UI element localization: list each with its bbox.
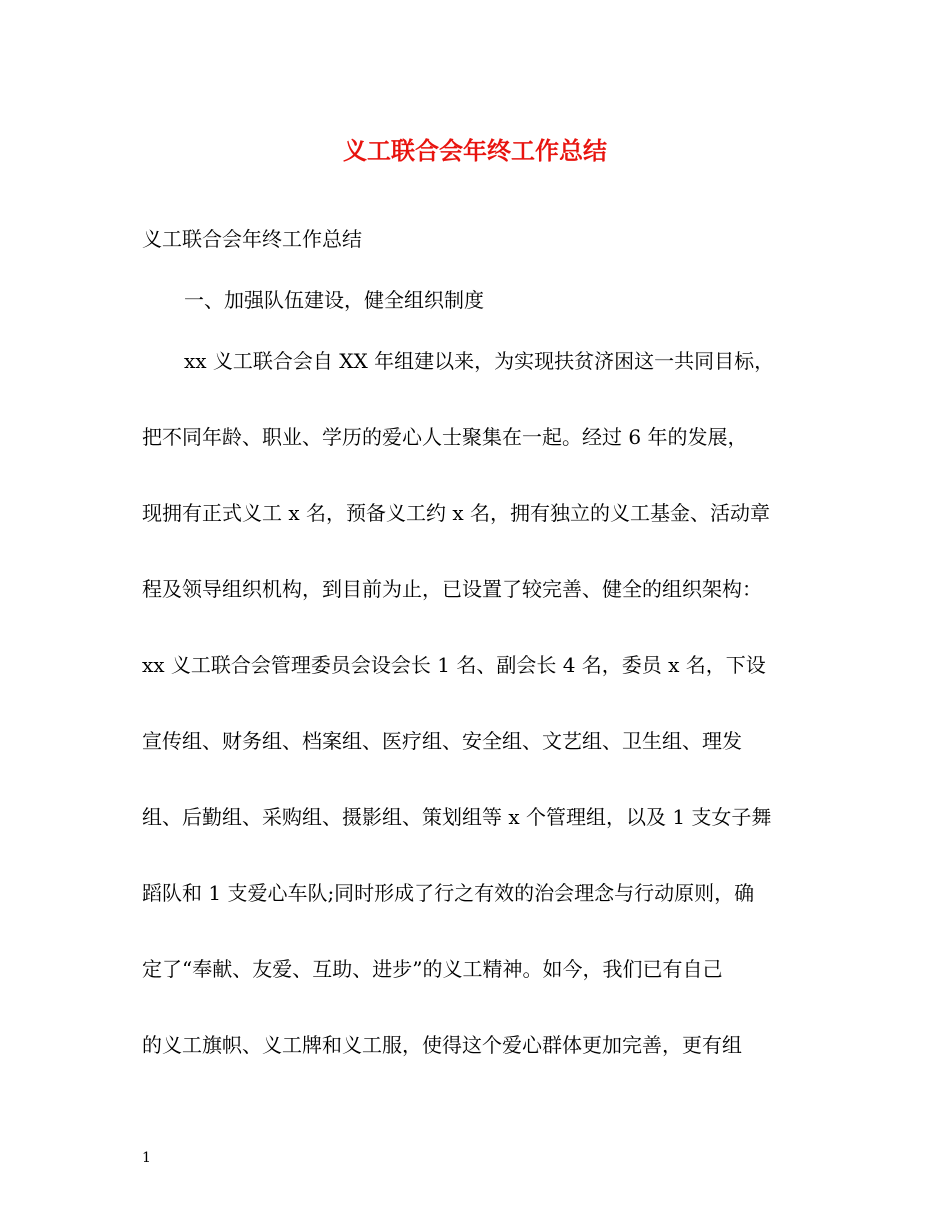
paragraph-line: 定了“奉献、友爱、互助、进步”的义工精神。如今，我们已有自己 [142,957,723,981]
paragraph-line: 程及领导组织机构，到目前为止，已设置了较完善、健全的组织架构： [142,577,762,601]
paragraph [142,342,812,1064]
paragraph-line: xx 义工联合会管理委员会设会长 1 名、副会长 4 名，委员 x 名，下设 [142,653,766,677]
paragraph-line: 蹈队和 1 支爱心车队;同时形成了行之有效的治会理念与行动原则，确 [142,881,755,905]
page-number: 1 [142,1150,151,1166]
paragraph-line: xx 义工联合会自 XX 年组建以来，为实现扶贫济困这一共同目标， [184,349,775,373]
paragraph-line: 宣传组、财务组、档案组、医疗组、安全组、文艺组、卫生组、理发 [142,729,742,753]
document-body [142,220,812,1064]
document-title: 义工联合会年终工作总结 [343,136,607,165]
paragraph-line: 把不同年龄、职业、学历的爱心人士聚集在一起。经过 6 年的发展， [142,425,748,449]
document-subtitle: 义工联合会年终工作总结 [142,227,362,251]
paragraph-line: 的义工旗帜、义工牌和义工服，使得这个爱心群体更加完善，更有组 [142,1033,742,1057]
paragraph-line: 组、后勤组、采购组、摄影组、策划组等 x 个管理组，以及 1 支女子舞 [142,805,772,829]
section-heading: 一、加强队伍建设，健全组织制度 [184,288,484,312]
paragraph-line: 现拥有正式义工 x 名，预备义工约 x 名，拥有独立的义工基金、活动章 [142,501,770,525]
